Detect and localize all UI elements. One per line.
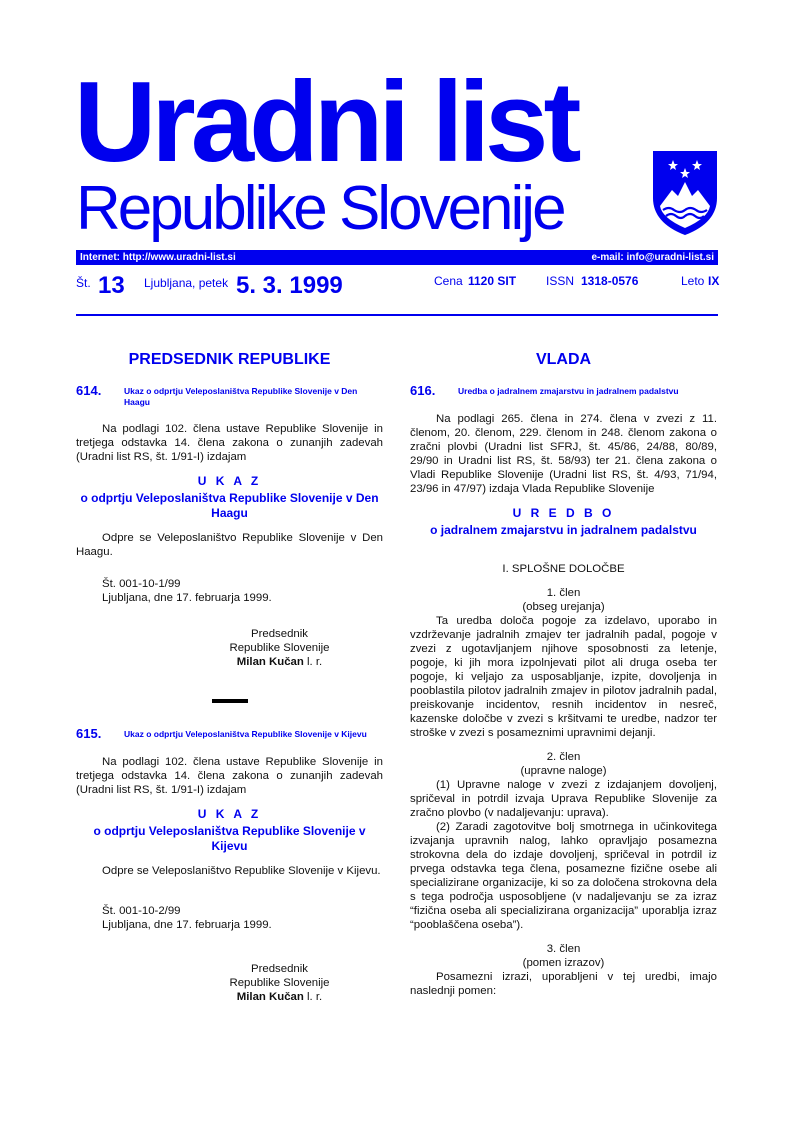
header-rule	[76, 314, 718, 316]
signature-name-line	[176, 655, 383, 669]
signature-office: Republike Slovenije	[229, 642, 330, 654]
signatory-suffix: l. r.	[303, 991, 323, 1003]
signature-office: Republike Slovenije	[229, 977, 330, 989]
article-2-paragraph-1: (1) Upravne naloge v zvezi z izdajanjem dovoljenj, spričeval in potrdil izvaja Uprava Republike Slovenije za zračno plovbo (v nadaljevanju: uprava).	[410, 779, 717, 819]
internet-link[interactable]: Internet: http://www.uradni-list.si	[80, 252, 236, 263]
signatory-name: Milan Kučan	[236, 656, 304, 668]
signature-title: Predsednik	[251, 628, 308, 640]
masthead-title: Uradni list	[74, 59, 577, 186]
act-number: 616.	[410, 383, 436, 398]
issue-number-label: Št.	[76, 276, 91, 290]
article-2-paragraph-2: (2) Zaradi zagotovitve bolj smotrnega in učinkovitega izvajanja upravnih nalog, lahko opravljajo posamezna strokovna dela do izdaje dovoljenj, spričeval in potrdil iz prvega odstavka tega člena, posamezne fizične osebe ali specializirane organizacije, ki so za določena strokovna dela s tega področja usposobljene (v nadaljevanju se za izraz “fizična oseba ali specializirana organizacija” uporablja izraz “pooblaščena oseba”).	[410, 821, 717, 931]
act-title: Ukaz o odprtju Veleposlaništva Republike Slovenije v Den Haagu	[124, 386, 358, 407]
act-intro: Na podlagi 265. člena in 274. člena v zvezi z 11. členom, 20. členom, 229. členom in 248. členom zakona o zračni plovbi (Uradni list SFRJ, št. 45/86, 24/88, 80/89, 29/90 in Uradni list RS, št. 58/93) ter 21. člena zakona o Vladi Republike Slovenije (Uradni list RS, št. 4/93, 71/94, 23/96 in 47/97) izdaja Vlada Republike Slovenije	[410, 413, 717, 495]
chapter-title: I. SPLOŠNE DOLOČBE	[502, 563, 625, 575]
year-label: Leto	[681, 274, 705, 288]
act-intro: Na podlagi 102. člena ustave Republike Slovenije in tretjega odstavka 14. člena zakona o zunanjih zadevah (Uradni list RS, št. 1/91-I) izdajam	[76, 756, 383, 796]
act-kind: U K A Z	[197, 807, 262, 821]
year-value: IX	[708, 274, 720, 288]
act-title: Ukaz o odprtju Veleposlaništva Republike Slovenije v Kijevu	[124, 729, 367, 739]
price-value: 1120 SIT	[468, 274, 517, 288]
signatory-suffix: l. r.	[303, 656, 323, 668]
right-column	[410, 340, 717, 998]
left-column	[76, 340, 383, 1004]
signature-name-line	[176, 990, 383, 1004]
reference-date: Ljubljana, dne 17. februarja 1999.	[102, 592, 272, 604]
issue-place-day: Ljubljana, petek	[144, 276, 229, 290]
act-subject: o jadralnem zmajarstvu in jadralnem padalstvu	[430, 523, 697, 537]
signature-block	[176, 962, 383, 1004]
article-1-number: 1. člen	[546, 587, 581, 599]
signature-title: Predsednik	[251, 963, 308, 975]
act-reference	[76, 577, 383, 605]
contact-bar	[76, 250, 718, 265]
article-3-text: Posamezni izrazi, uporabljeni v tej uredbi, imajo naslednji pomen:	[410, 971, 717, 997]
article-2-subtitle: (upravne naloge)	[520, 765, 607, 777]
act-number: 614.	[76, 383, 102, 398]
masthead-subtitle: Republike Slovenije	[76, 174, 564, 243]
reference-number: Št. 001-10-1/99	[102, 578, 181, 590]
section-title-government: VLADA	[535, 351, 592, 368]
act-number: 615.	[76, 726, 102, 741]
price-label: Cena	[434, 274, 463, 288]
act-intro: Na podlagi 102. člena ustave Republike Slovenije in tretjega odstavka 14. člena zakona o zunanjih zadevah (Uradni list RS, št. 1/91-I) izdajam	[76, 423, 383, 463]
article-3-number: 3. člen	[546, 943, 581, 955]
reference-number: Št. 001-10-2/99	[102, 905, 181, 917]
act-reference	[76, 904, 383, 932]
act-title: Uredba o jadralnem zmajarstvu in jadralnem padalstvu	[458, 386, 679, 396]
act-subject: o odprtju Veleposlaništva Republike Slovenije v Kijevu	[93, 824, 366, 853]
act-kind: U R E D B O	[512, 506, 615, 520]
slovenia-coat-of-arms-icon	[650, 148, 720, 236]
signatory-name: Milan Kučan	[236, 991, 304, 1003]
article-3-subtitle: (pomen izrazov)	[522, 957, 605, 969]
issue-info	[76, 270, 718, 304]
issn-value: 1318-0576	[581, 274, 639, 288]
article-1-text: Ta uredba določa pogoje za izdelavo, uporabo in vzdrževanje jadralnih zmajev ter jadralnih padal, pogoje v zvezi z ugotavljanjem njihove sposobnosti za letenje, pogoje, ki jih mora izpolnjevati pilot ali druga oseba ter pogoje, ki veljajo za usposabljanje, izpite, dovoljenja in pooblastila pilotov jadralnih zmajev in pilotov jadralnih padal, preiskovanje incidentov, resnih incidentov in nesreč, kazenske določbe v zvezi s kršitvami te uredbe, nadzor ter stroške v zvezi s posameznimi upravnimi dejanji.	[410, 615, 717, 739]
act-kind: U K A Z	[197, 474, 262, 488]
reference-date: Ljubljana, dne 17. februarja 1999.	[102, 919, 272, 931]
act-616-heading	[410, 384, 717, 398]
act-615-heading	[76, 727, 383, 741]
issn-label: ISSN	[546, 274, 575, 288]
section-divider	[212, 699, 248, 703]
issue-date: 5. 3. 1999	[236, 272, 343, 299]
issue-number: 13	[98, 272, 125, 299]
email-link[interactable]: e-mail: info@uradni-list.si	[591, 252, 714, 263]
act-text: Odpre se Veleposlaništvo Republike Slovenije v Kijevu.	[102, 865, 381, 877]
article-2-number: 2. člen	[546, 751, 581, 763]
act-614-heading	[76, 384, 383, 408]
section-title-president: PREDSEDNIK REPUBLIKE	[128, 351, 331, 368]
act-text: Odpre se Veleposlaništvo Republike Slovenije v Den Haagu.	[76, 532, 383, 558]
signature-block	[176, 627, 383, 669]
act-subject: o odprtju Veleposlaništva Republike Slovenije v Den Haagu	[80, 491, 379, 520]
article-1-subtitle: (obseg urejanja)	[522, 601, 605, 613]
